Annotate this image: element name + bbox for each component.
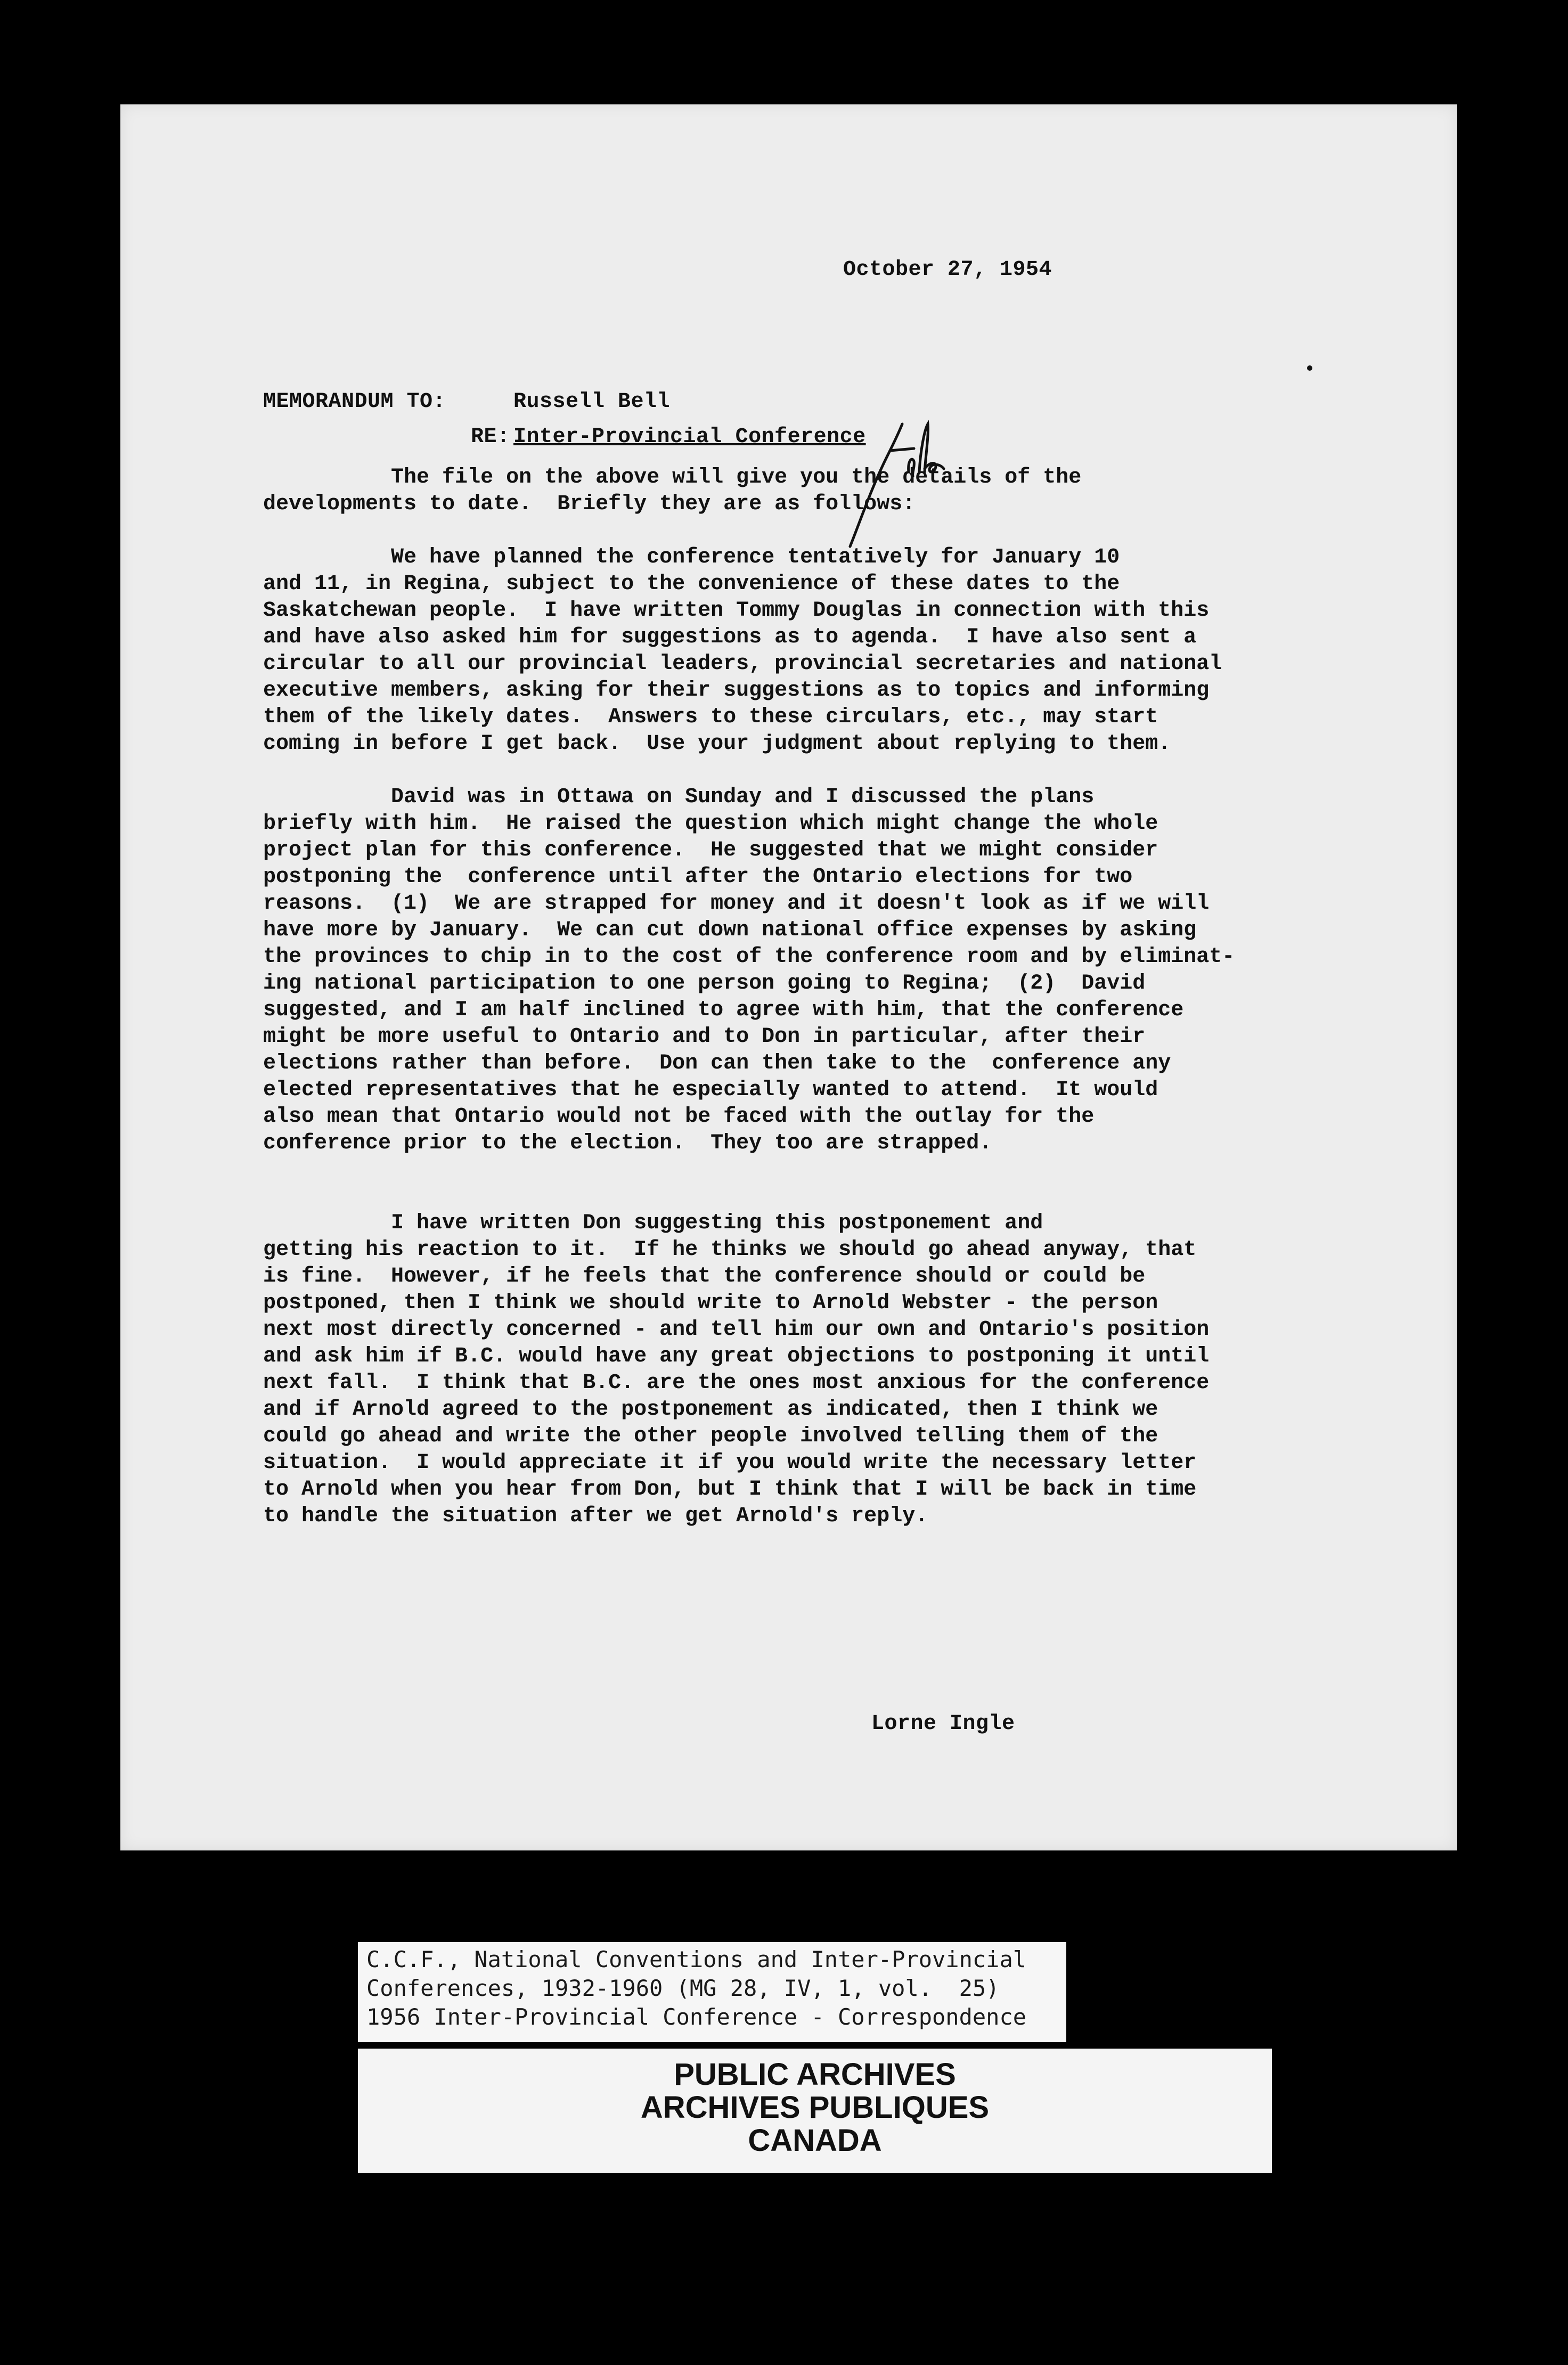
archive-label-line-3: 1956 Inter-Provincial Conference - Correspondence (366, 2004, 1027, 2030)
public-archives-stamp (358, 2049, 1272, 2173)
memo-signature: Lorne Ingle (871, 1712, 1015, 1736)
memo-subject: Inter-Provincial Conference (513, 425, 866, 449)
memorandum-label: MEMORANDUM TO: (263, 390, 446, 414)
re-label: RE: (471, 425, 510, 449)
memo-paragraph-3: David was in Ottawa on Sunday and I discussed the plans briefly with him. He raised the question which might change the whole project plan for this conference. He suggested that we might consider postponing the conference until after the Ontario elections for two reasons. (1) We are strapped for money and it doesn't look as if we will have more by January. We can cut down national office expenses by asking the provinces to chip in to the cost of the conference room and by eliminat- ing national participation to one person going to Regina; (2) David suggested, and I am half inclined to agree with him, that the conference might be more useful to Ontario and to Don in particular, after their elections rather than before. Don can then take to the conference any elected representatives that he especially wanted to attend. It would also mean that Ontario would not be faced with the outlay for the conference prior to the election. They too are strapped. (263, 785, 1235, 1155)
memo-page (120, 104, 1457, 1850)
stamp-line-1: PUBLIC ARCHIVES (674, 2057, 956, 2092)
memo-recipient: Russell Bell (513, 390, 671, 414)
archive-label-line-1: C.C.F., National Conventions and Inter-Provincial (366, 1946, 1027, 1972)
memo-paragraph-4: I have written Don suggesting this postponement and getting his reaction to it. If he thinks we should go ahead anyway, that is fine. However, if he feels that the conference should or could be postponed, then I think we should write to Arnold Webster - the person next most directly concerned - and tell him our own and Ontario's position and ask him if B.C. would have any great objections to postponing it until next fall. I think that B.C. are the ones most anxious for the conference and if Arnold agreed to the postponement as indicated, then I think we could go ahead and write the other people involved telling them of the situation. I would appreciate it if you would write the necessary letter to Arnold when you hear from Don, but I think that I will be back in time to handle the situation after we get Arnold's reply. (263, 1211, 1210, 1528)
stamp-line-3: CANADA (748, 2123, 882, 2158)
ink-dot (1307, 365, 1312, 371)
memo-date: October 27, 1954 (843, 258, 1052, 282)
archive-label-line-2: Conferences, 1932-1960 (MG 28, IV, 1, vol. 25) (366, 1975, 1000, 2001)
memo-paragraph-2: We have planned the conference tentatively for January 10 and 11, in Regina, subject to the convenience of these dates to the Saskatchewan people. I have written Tommy Douglas in connection with this and have also asked him for suggestions as to agenda. I have also sent a circular to all our provincial leaders, provincial secretaries and national executive members, asking for their suggestions as to topics and informing them of the likely dates. Answers to these circulars, etc., may start coming in before I get back. Use your judgment about replying to them. (263, 545, 1222, 756)
stamp-line-2: ARCHIVES PUBLIQUES (640, 2090, 990, 2125)
memo-paragraph-1: The file on the above will give you the details of the developments to date. Briefly they are as follows: (263, 466, 1082, 516)
archive-reference-label (358, 1942, 1066, 2042)
